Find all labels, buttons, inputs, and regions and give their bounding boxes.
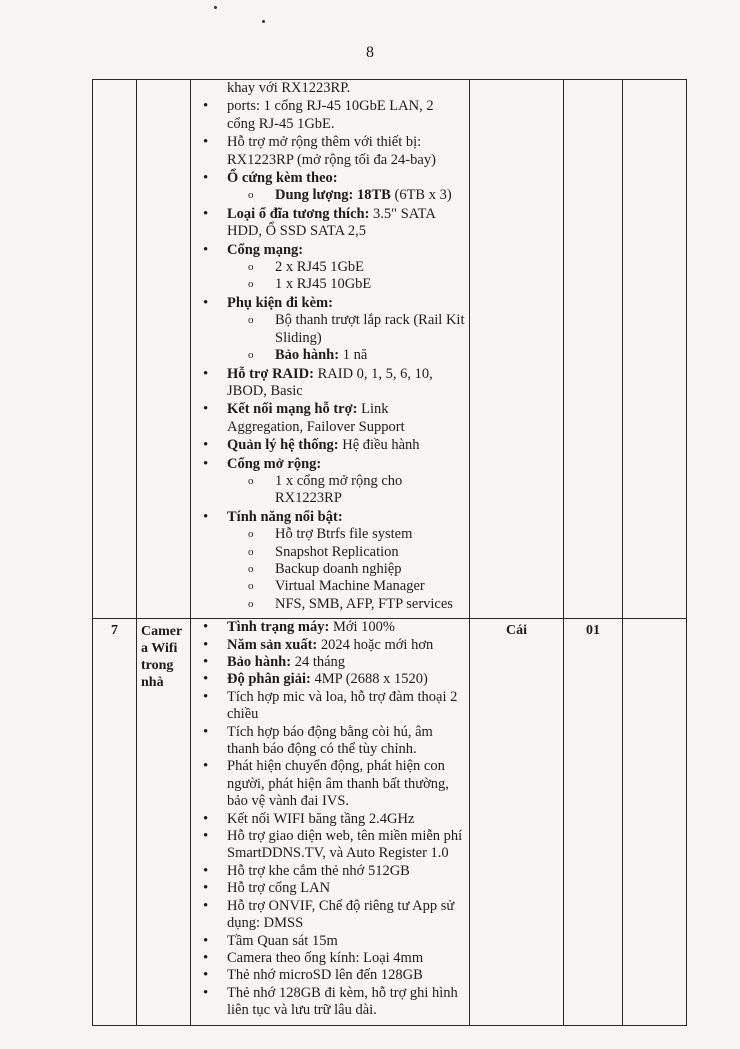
quantity-cell: 01 [564,619,623,1026]
spec-item [201,206,465,241]
spec-item [201,967,465,984]
spec-label: Tình trạng máy: [227,619,330,636]
quantity-cell [564,80,623,619]
spec-text: Tích hợp báo động bằng còi hú, âm thanh báo động có thể tùy chỉnh. [227,723,433,758]
spec-subtext: Bộ thanh trượt lắp rack (Rail Kit Sliding) [275,312,465,346]
table-row [93,619,687,1026]
spec-item [201,437,465,454]
spec-subitem [227,561,465,578]
spec-item [201,170,465,205]
spec-sublist [227,187,465,204]
spec-text: Kết nối WIFI băng tầng 2.4GHz [227,810,415,827]
spec-item [201,619,465,636]
spec-subitem [227,578,465,595]
spec-label: Kết nối mạng hỗ trợ: [227,401,358,418]
spec-text: Tích hợp mic và loa, hỗ trợ đàm thoại 2 chiều [227,688,458,723]
spec-label: Phụ kiện đi kèm: [227,294,333,311]
spec-item [201,985,465,1020]
spec-text: khay với RX1223RP. [227,80,351,96]
spec-text: 4MP (2688 x 1520) [310,671,428,688]
spec-subitem [227,347,465,364]
spec-subtext: Hỗ trợ Btrfs file system [275,526,413,543]
spec-item [201,401,465,436]
spec-text: Hệ điều hành [338,437,420,454]
spec-label: Cổng mạng: [227,241,304,258]
spec-text: 2024 hoặc mới hơn [317,636,434,653]
item-name-cell: Camer a Wifi trong nhà [137,619,191,1026]
spec-item [201,950,465,967]
spec-text: Hỗ trợ khe cắm thẻ nhớ 512GB [227,862,410,879]
spec-label: Loại ổ đĩa tương thích: [227,205,370,222]
spec-item [201,933,465,950]
spec-label: Quản lý hệ thống: [227,437,339,454]
spec-cell [191,619,470,1026]
spec-subitem [227,473,465,508]
spec-text: Tầm Quan sát 15m [227,932,338,949]
spec-text: Hỗ trợ ONVIF, Chế độ riêng tư App sử dụng: DMSS [227,897,455,932]
spec-subitem [227,187,465,204]
row-number-cell: 7 [93,619,137,1026]
spec-item [201,811,465,828]
spec-subtext: Backup doanh nghiệp [275,560,402,577]
spec-text: RAID 0, 1, 5, 6, 10, JBOD, Basic [227,365,433,399]
spec-text: 24 tháng [291,654,346,670]
spec-text: Thẻ nhớ 128GB đi kèm, hỗ trợ ghi hình liên tục và lưu trữ lâu dài. [227,984,458,1019]
spec-text: Link Aggregation, Failover Support [227,401,405,435]
unit-cell: Cái [470,619,564,1026]
spec-item [201,671,465,688]
spec-subtext: NFS, SMB, AFP, FTP services [275,595,453,612]
note-cell [623,619,687,1026]
scan-speck [214,6,217,9]
spec-item [201,134,465,169]
spec-text: Phát hiện chuyển động, phát hiện con người, phát hiện âm thanh bất thường, bảo vệ vành đai IVS. [227,758,449,810]
spec-subtext: 1 x cổng mở rộng cho RX1223RP [275,472,403,507]
spec-list [201,619,465,1019]
spec-label: Ổ cứng kèm theo: [227,170,338,187]
spec-item [201,758,465,810]
spec-text: 3.5" SATA HDD, Ổ SSD SATA 2,5 [227,205,436,240]
spec-sublist [227,259,465,294]
spec-item [201,880,465,897]
spec-item [201,724,465,759]
spec-text: Hỗ trợ giao diện web, tên miền miễn phí SmartDDNS.TV, và Auto Register 1.0 [227,828,463,862]
spec-sublist [227,312,465,364]
spec-subitem [227,259,465,276]
spec-text: Mới 100% [329,619,395,636]
spec-label: Độ phân giải: [227,671,311,688]
spec-sublist [227,526,465,613]
spec-label: Tính năng nổi bật: [227,508,343,525]
spec-label: Bảo hành: [227,654,292,670]
spec-item [201,98,465,133]
spec-item [201,828,465,863]
spec-label: Cổng mở rộng: [227,455,322,472]
note-cell [623,80,687,619]
spec-subtext: Virtual Machine Manager [275,578,425,595]
spec-item [201,898,465,933]
spec-item [201,242,465,294]
spec-item [201,637,465,654]
spec-cell [191,80,470,619]
item-name-cell [137,80,191,619]
spec-subtext: (6TB x 3) [390,187,452,204]
spec-subitem [227,596,465,613]
spec-list [201,80,465,613]
spec-subtext: Snapshot Replication [275,543,399,560]
spec-text: Thẻ nhớ microSD lên đến 128GB [227,967,423,984]
spec-item [201,366,465,401]
spec-label: Hỗ trợ RAID: [227,365,314,382]
spec-item [201,456,465,508]
spec-sublist [227,473,465,508]
spec-text: Hỗ trợ cổng LAN [227,880,331,897]
spec-sublabel: Bảo hành: [275,347,340,364]
unit-cell [470,80,564,619]
spec-item [201,509,465,613]
spec-item [201,654,465,671]
spec-subitem [227,526,465,543]
spec-text: Camera theo ống kính: Loại 4mm [227,949,424,966]
spec-text: ports: 1 cổng RJ-45 10GbE LAN, 2 cổng RJ-45 1GbE. [227,98,434,132]
spec-sublabel: Dung lượng: 18TB [275,187,391,204]
spec-item [201,295,465,365]
spec-item [201,80,465,97]
spec-subitem [227,544,465,561]
row-number-cell [93,80,137,619]
spec-subitem [227,312,465,347]
spec-subitem [227,276,465,293]
scan-speck [262,20,265,23]
spec-item [201,863,465,880]
spec-text: Hỗ trợ mở rộng thêm với thiết bị: RX1223RP (mở rộng tối đa 24-bay) [227,134,436,168]
spec-label: Năm sản xuất: [227,636,318,653]
table-row [93,80,687,619]
specification-table [92,79,687,1026]
page-number: 8 [366,44,374,61]
spec-item [201,689,465,724]
spec-subtext: 1 nă [339,347,368,364]
spec-subtext: 2 x RJ45 1GbE [275,259,365,276]
spec-subtext: 1 x RJ45 10GbE [275,276,372,293]
